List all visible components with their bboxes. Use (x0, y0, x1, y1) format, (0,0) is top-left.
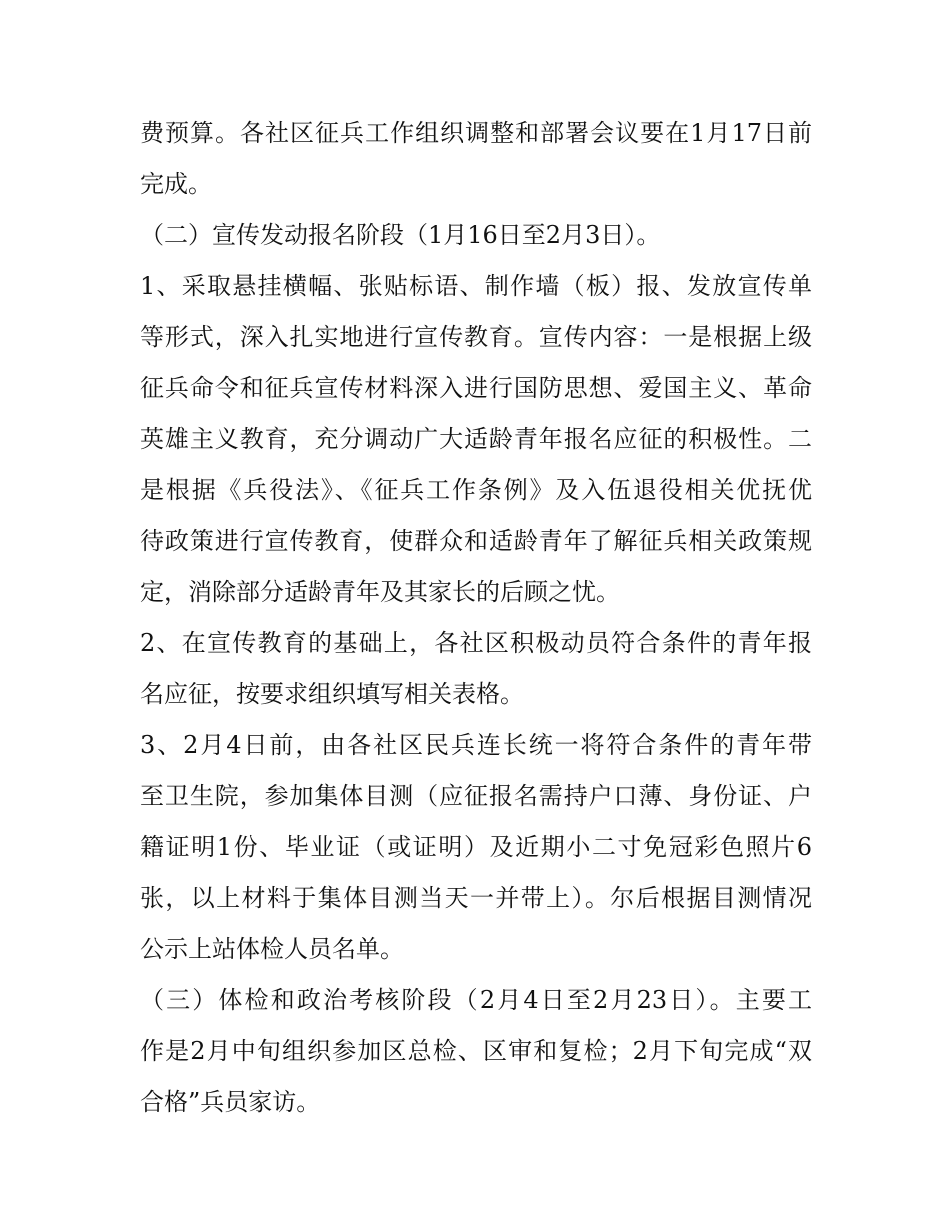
text-line: 费预算。各社区征兵工作组织调整和部署会议要在1月17日前 (140, 119, 812, 147)
text-line: 公示上站体检人员名单。 (140, 935, 404, 963)
text-line: 等形式，深入扎实地进行宣传教育。宣传内容：一是根据上级 (140, 323, 812, 351)
text-line: 合格”兵员家访。 (140, 1088, 321, 1116)
text-line: 至卫生院，参加集体目测（应征报名需持户口薄、身份证、户 (140, 782, 812, 810)
text-line: 张，以上材料于集体目测当天一并带上）。尔后根据目测情况 (140, 884, 812, 912)
document-body (140, 108, 812, 1128)
text-line: 定，消除部分适龄青年及其家长的后顾之忧。 (140, 578, 620, 606)
section-heading: （二）宣传发动报名阶段（1月16日至2月3日）。 (140, 221, 661, 249)
text-line: 1、采取悬挂横幅、张贴标语、制作墙（板）报、发放宣传单 (140, 272, 812, 300)
text-line: 是根据《兵役法》、《征兵工作条例》及入伍退役相关优抚优 (140, 476, 812, 504)
text-line: 2、在宣传教育的基础上，各社区积极动员符合条件的青年报 (140, 629, 812, 657)
text-line: 征兵命令和征兵宣传材料深入进行国防思想、爱国主义、革命 (140, 374, 812, 402)
text-line: 籍证明1份、毕业证（或证明）及近期小二寸免冠彩色照片6 (140, 833, 812, 861)
text-line: 完成。 (140, 170, 212, 198)
text-line: 英雄主义教育，充分调动广大适龄青年报名应征的积极性。二 (140, 425, 812, 453)
text-line: 3、2月4日前，由各社区民兵连长统一将符合条件的青年带 (140, 731, 812, 759)
text-line: 作是2月中旬组织参加区总检、区审和复检；2月下旬完成“双 (140, 1037, 812, 1065)
text-line: 名应征，按要求组织填写相关表格。 (140, 680, 524, 708)
text-line: 待政策进行宣传教育，使群众和适龄青年了解征兵相关政策规 (140, 527, 812, 555)
section-heading: （三）体检和政治考核阶段（2月4日至2月23日）。主要工 (140, 986, 812, 1014)
